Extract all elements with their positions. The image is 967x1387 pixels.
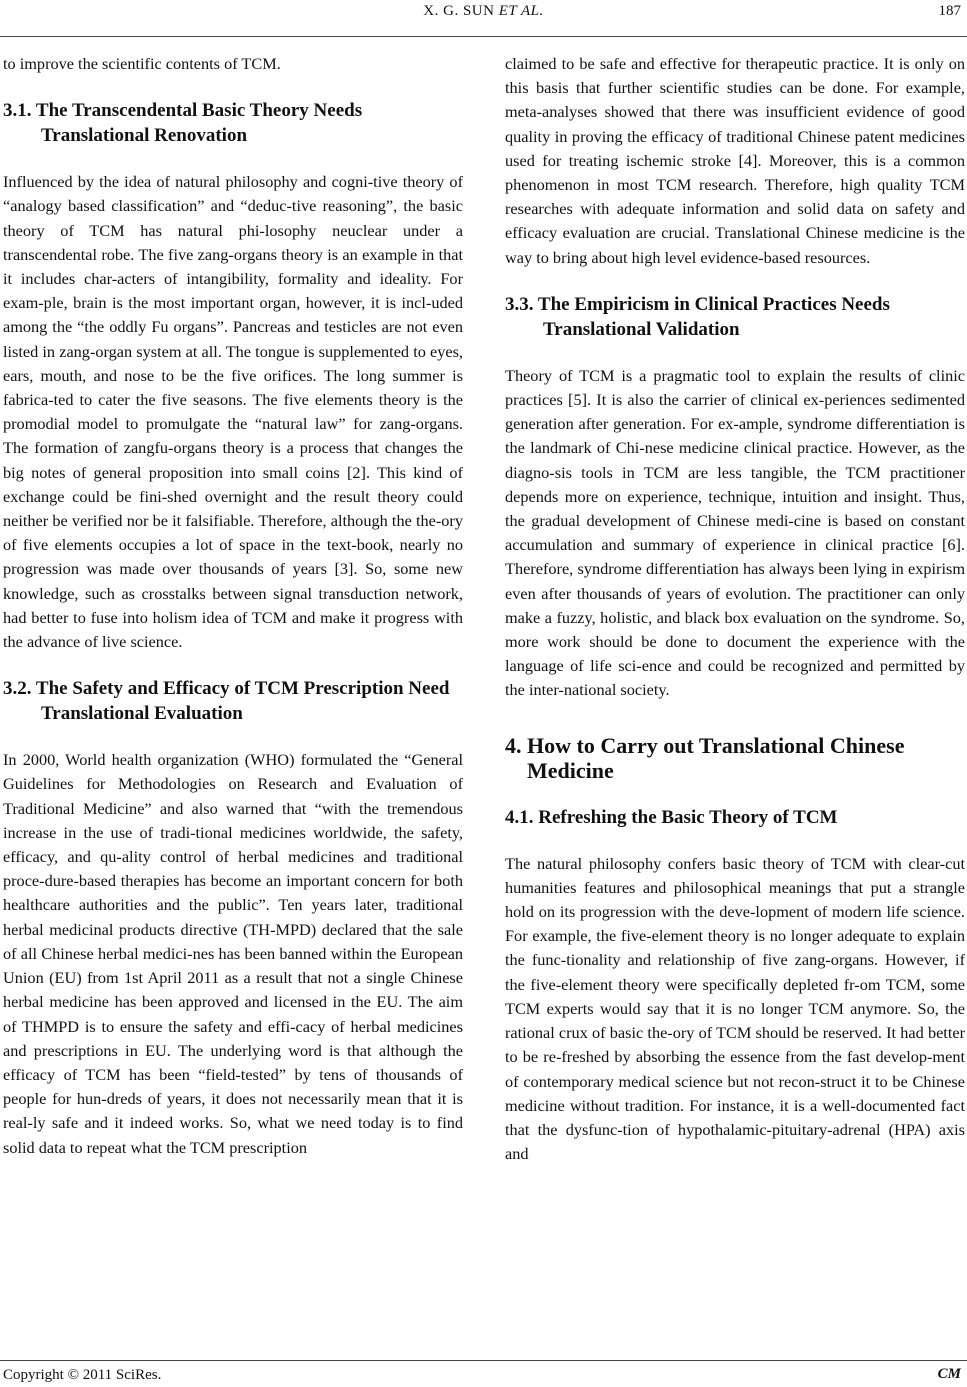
section-3-2-paragraph: In 2000, World health organization (WHO) formulated the “General Guidelines for Methodologies on Research and Evaluation of Traditional Medicine” and also warned that “with the tremendous increase in the use of tradi-tional medicines worldwide, the safety, efficacy, and qu-ality control of herbal medicines and traditional proce-dure-based therapies has become an important concern for both healthcare authorities and the public”. Ten years later, traditional herbal medicinal products directive (TH-MPD) declared that the sale of all Chinese herbal medici-nes has been banned within the European Union (EU) from 1st April 2011 as a result that not a single Chinese herbal medicine has been approved and licensed in the EU. The aim of THMPD is to ensure the safety and effi-cacy of herbal medicines and prescriptions in EU. The underlying word is that although the efficacy of TCM has been “field-tested” by tens of thousands of people for hun-dreds of years, it does not necessarily mean that it is real-ly safe and it indeed works. So, what we need today is to find solid data to repeat what the TCM prescription	[3, 750, 463, 1157]
section-3-3-heading: 3.3. The Empiricism in Clinical Practices Needs Translational Validation	[505, 293, 890, 340]
authors-etal: ET AL.	[498, 3, 544, 19]
section-3-2-heading: 3.2. The Safety and Efficacy of TCM Prescription Need Translational Evaluation	[3, 678, 450, 725]
copyright-notice: Copyright © 2011 SciRes.	[3, 1367, 162, 1383]
running-header-authors	[0, 3, 967, 20]
paragraph-intro-end: to improve the scientific contents of TCM.	[3, 54, 281, 73]
section-3-1-heading: 3.1. The Transcendental Basic Theory Needs Translational Renovation	[3, 100, 363, 147]
section-3-3-paragraph: Theory of TCM is a pragmatic tool to explain the results of clinic practices [5]. It is also the carrier of clinical ex-periences sedimented generation after generation. For ex-ample, syndrome differentiation is the landmark of Chi-nese medicine clinical practice. However, as the diagno-sis tools in TCM are less tangible, the TCM practitioner depends more on experience, technique, intuition and insight. Thus, the gradual development of Chinese medi-cine is based on constant accumulation and summary of experience in clinical practice [6]. Therefore, syndrome differentiation has always been lying in expirism even after thousands of years of evolution. The practitioner can only make a fuzzy, holistic, and black box evaluation on the syndrome. So, more work should be done to document the experience with the language of life sci-ence and could be recognized and permitted by the inter-national society.	[505, 365, 965, 700]
section-4-1-paragraph: The natural philosophy confers basic theory of TCM with clear-cut humanities features and philosophical meanings that put a strangle hold on its progression with the deve-lopment of modern life science. For example, the five-element theory is no longer adequate to explain the func-tionality and relationship of five zang-organs. However, if the five-element theory were specifically depleted fr-om TCM, some TCM experts would say that it is no longer TCM anymore. So, the rational crux of basic the-ory of TCM should be reserved. It had better to be re-freshed by absorbing the essence from the fast develop-ment of contemporary medical science but not recon-struct it to be Chinese medicine without tradition. For instance, it is a well-documented fact that the dysfunc-tion of hypothalamic-pituitary-adrenal (HPA) axis and	[505, 853, 965, 1164]
right-column	[505, 52, 965, 1166]
authors-prefix: X. G. SUN	[423, 3, 495, 19]
section-4-heading: 4. How to Carry out Translational Chinese Medicine	[505, 732, 905, 783]
running-header	[0, 0, 967, 37]
section-4-1-heading: 4.1. Refreshing the Basic Theory of TCM	[505, 806, 838, 828]
page-number: 187	[938, 3, 961, 19]
section-3-2-paragraph-continued: claimed to be safe and effective for therapeutic practice. It is only on this basis that further scientific studies can be done. For example, meta-analyses showed that there was insufficient evidence of good quality in proving the efficacy of traditional Chinese patent medicines used for treating ischemic stroke [4]. Moreover, this is a common phenomenon in most TCM research. Therefore, high quality TCM researches with adequate information and solid data on safety and efficacy evaluation are crucial. Translational Chinese medicine is the way to bring about high level evidence-based resources.	[505, 54, 965, 267]
left-column	[3, 52, 463, 1160]
page-footer	[0, 1360, 967, 1387]
journal-abbreviation: CM	[937, 1366, 961, 1382]
section-3-1-paragraph: Influenced by the idea of natural philosophy and cogni-tive theory of “analogy based classification” and “deduc-tive reasoning”, the basic theory of TCM has natural phi-losophy neuclear under a transcendental robe. The five zang-organs theory is an example in that it includes char-acters of intangibility, formality and ideality. For exam-ple, brain is the most important organ, however, it is incl-uded among the “the oddly Fu organs”. Pancreas and testicles are not even listed in zang-organ system at all. The tongue is supplemented to eyes, ears, mouth, and nose to be the five orifices. The long summer is fabrica-ted to cater the five seasons. The five elements theory is the promodial model to promulgate the “natural law” for zang-organs. The formation of zangfu-organs theory is a process that changes the big notes of general proposition into small coins [2]. This kind of exchange could be fini-shed overnight and the result theory could neither be verified nor be it falsifiable. Therefore, although the the-ory of five elements occupies a lot of space in the text-book, nearly no progression was made over thousands of years [3]. So, some new knowledge, such as crosstalks between signal transduction network, had better to fuse into holism idea of TCM and make it progress with the advance of live science.	[3, 172, 463, 652]
